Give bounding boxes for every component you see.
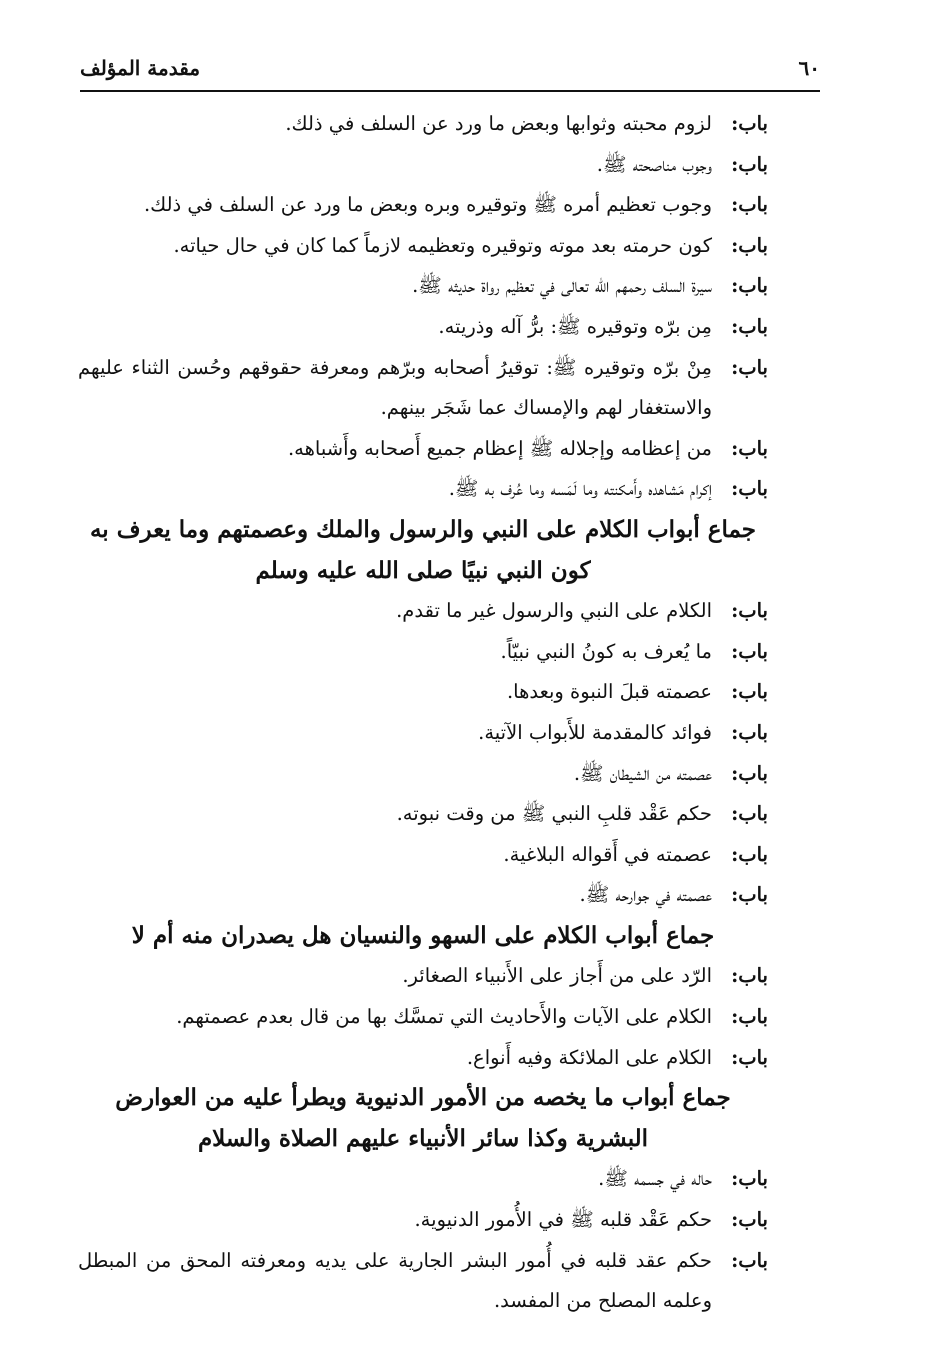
- chapter-label: باب:: [731, 1167, 768, 1191]
- chapter-title: مِن برّه وتوقيره ﷺ: برُّ آله وذريته.: [438, 314, 712, 338]
- chapter-entry: [78, 672, 768, 713]
- section-heading: جماع أبواب ما يخصه من الأمور الدنيوية ويطرأ عليه من العوارض البشرية وكذا سائر الأنبياء عليهم الصلاة والسلام: [115, 1084, 731, 1152]
- chapter-label: باب:: [731, 599, 768, 623]
- chapter-label: باب:: [731, 314, 768, 338]
- chapter-entry: [78, 632, 768, 673]
- chapter-entry: [78, 997, 768, 1038]
- chapter-entry: [78, 956, 768, 997]
- chapter-title: إكرام مَشاهده وأَمكنته وما لَمَسه وما عُرف به ﷺ.: [448, 477, 712, 501]
- chapter-label: باب:: [731, 193, 768, 217]
- chapter-entry: [78, 591, 768, 632]
- chapter-title: وجوب تعظيم أمره ﷺ وتوقيره وبره وبعض ما ورد عن السلف في ذلك.: [143, 193, 712, 217]
- chapter-title: وجوب مناصحته ﷺ.: [596, 152, 712, 176]
- chapter-entry: [78, 185, 768, 226]
- chapter-label: باب:: [731, 1005, 768, 1029]
- page-number: ٦٠: [798, 56, 820, 80]
- chapter-label: باب:: [731, 842, 768, 866]
- chapter-label: باب:: [731, 477, 768, 501]
- chapter-label: باب:: [731, 1248, 768, 1272]
- chapter-entry: [78, 875, 768, 916]
- chapter-entry: [78, 145, 768, 186]
- running-head: مقدمة المؤلف: [80, 56, 201, 80]
- chapter-entry: [78, 307, 768, 348]
- chapter-entry: [78, 1159, 768, 1200]
- chapter-title: لزوم محبته وثوابها وبعض ما ورد عن السلف في ذلك.: [285, 112, 712, 135]
- chapter-entry: [78, 429, 768, 470]
- chapter-label: باب:: [731, 680, 768, 704]
- chapter-title: حكم عَقْد قلبه ﷺ في الأُمور الدنيوية.: [414, 1208, 712, 1232]
- chapter-label: باب:: [731, 355, 768, 379]
- chapter-title: ما يُعرف به كونُ النبي نبيّاً.: [500, 639, 712, 663]
- chapter-label: باب:: [731, 1208, 768, 1232]
- chapter-list: [78, 104, 768, 1322]
- chapter-title: الكلام على الآيات والأَحاديث التي تمسَّك بها من قال بعدم عصمتهم.: [176, 1005, 712, 1029]
- chapter-entry: [78, 1200, 768, 1241]
- chapter-entry: [78, 348, 768, 429]
- chapter-title: من إعظامه وإجلاله ﷺ إعظام جميع أَصحابه وأَشباهه.: [287, 436, 712, 460]
- chapter-label: باب:: [731, 639, 768, 663]
- chapter-title: الرّد على من أَجاز على الأَنبياء الصغائر.: [402, 964, 712, 988]
- chapter-title: سيرة السلف رحمهم الله تعالى في تعظيم رواة حديثه ﷺ.: [412, 274, 712, 298]
- chapter-title: عصمته في جوارحه ﷺ.: [579, 883, 712, 907]
- page-header: [80, 50, 820, 92]
- chapter-title: حاله في جسمه ﷺ.: [598, 1167, 712, 1191]
- chapter-entry: [78, 226, 768, 267]
- chapter-title: فوائد كالمقدمة للأَبواب الآتية.: [478, 720, 712, 744]
- chapter-label: باب:: [731, 436, 768, 460]
- chapter-entry: [78, 794, 768, 835]
- chapter-label: باب:: [731, 274, 768, 298]
- chapter-label: باب:: [731, 152, 768, 176]
- chapter-label: باب:: [731, 802, 768, 826]
- chapter-entry: [78, 1241, 768, 1322]
- chapter-label: باب:: [731, 883, 768, 907]
- chapter-entry: [78, 1038, 768, 1079]
- chapter-title: الكلام على الملائكة وفيه أَنواع.: [466, 1045, 712, 1069]
- chapter-label: باب:: [731, 761, 768, 785]
- chapter-entry: [78, 469, 768, 510]
- chapter-entry: [78, 835, 768, 876]
- chapter-entry: [78, 104, 768, 145]
- section-heading: جماع أبواب الكلام على النبي والرسول والملك وعصمتهم وما يعرف به كون النبي نبيًا صلى الله عليه وسلم: [89, 515, 757, 584]
- chapter-title: عصمته في أَقواله البلاغية.: [503, 842, 712, 866]
- chapter-title: مِنْ برّه وتوقيره ﷺ: توقيرُ أصحابه وبرّهم ومعرفة حقوقهم وحُسن الثناء عليهم والاستغفار لهم والإمساك عما شَجَر بينهم.: [78, 355, 712, 420]
- chapter-label: باب:: [731, 1045, 768, 1069]
- chapter-title: عصمته من الشيطان ﷺ.: [573, 761, 712, 785]
- chapter-title: كون حرمته بعد موته وتوقيره وتعظيمه لازماً كما كان في حال حياته.: [173, 233, 712, 257]
- chapter-label: باب:: [731, 112, 768, 135]
- section-heading: جماع أبواب الكلام على السهو والنسيان هل يصدران منه أم لا: [131, 921, 715, 949]
- chapter-label: باب:: [731, 964, 768, 988]
- chapter-title: حكم عَقْد قلبِ النبي ﷺ من وقت نبوته.: [396, 802, 712, 826]
- chapter-title: عصمته قبلَ النبوة وبعدها.: [506, 680, 712, 704]
- chapter-entry: [78, 754, 768, 795]
- chapter-title: حكم عقد قلبه في أُمور البشر الجارية على يديه ومعرفته المحق من المبطل وعلمه المصلح من المفسد.: [78, 1248, 712, 1313]
- chapter-entry: [78, 266, 768, 307]
- chapter-label: باب:: [731, 720, 768, 744]
- chapter-title: الكلام على النبي والرسول غير ما تقدم.: [396, 599, 712, 623]
- chapter-label: باب:: [731, 233, 768, 257]
- chapter-entry: [78, 713, 768, 754]
